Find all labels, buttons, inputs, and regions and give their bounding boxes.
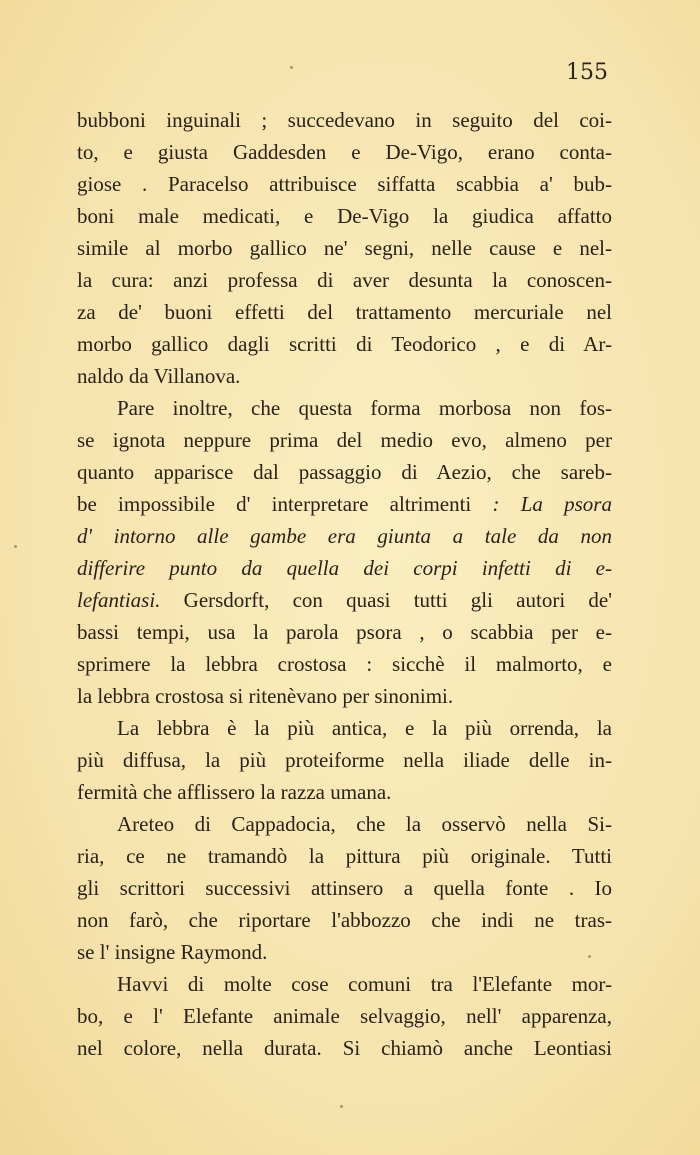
text-line: nel colore, nella durata. Si chiamò anche Leontiasi (77, 1036, 612, 1060)
page-number: 155 (566, 60, 608, 85)
text-line: Havvi di molte cose comuni tra l'Elefante mor- (117, 972, 612, 996)
text-segment: Gersdorft, con quasi tutti gli autori de' (160, 588, 612, 612)
italic-quote: : La psora (492, 492, 612, 516)
text-line: bo, e l' Elefante animale selvaggio, nell' apparenza, (77, 1004, 612, 1028)
body-text (77, 104, 612, 1064)
paper-speck (340, 1105, 343, 1108)
text-line: più diffusa, la più proteiforme nella iliade delle in- (77, 748, 612, 772)
text-line (77, 584, 612, 616)
italic-quote-line: d' intorno alle gambe era giunta a tale da non (77, 524, 612, 548)
italic-quote-line: differire punto da quella dei corpi infetti di e- (77, 556, 612, 580)
text-segment: be impossibile d' interpretare altrimenti (77, 492, 493, 516)
text-line: fermità che afflissero la razza umana. (77, 780, 392, 804)
text-line: gli scrittori successivi attinsero a quella fonte . Io (77, 876, 612, 900)
paper-speck (290, 66, 293, 69)
text-line: bassi tempi, usa la parola psora , o scabbia per e- (77, 620, 612, 644)
text-line: la cura: anzi professa di aver desunta la conoscen- (77, 268, 612, 292)
text-line: non farò, che riportare l'abbozzo che indi ne tras- (77, 908, 612, 932)
text-line: Pare inoltre, che questa forma morbosa non fos- (117, 396, 612, 420)
text-line (77, 488, 612, 520)
text-line: za de' buoni effetti del trattamento mercuriale nel (77, 300, 612, 324)
text-line: se ignota neppure prima del medio evo, almeno per (77, 428, 612, 452)
text-line: ria, ce ne tramandò la pittura più originale. Tutti (77, 844, 612, 868)
text-line: morbo gallico dagli scritti di Teodorico , e di Ar- (77, 332, 612, 356)
text-line: quanto apparisce dal passaggio di Aezio, che sareb- (77, 460, 612, 484)
text-line: to, e giusta Gaddesden e De-Vigo, erano conta- (77, 140, 612, 164)
text-line: la lebbra crostosa si ritenèvano per sinonimi. (77, 684, 454, 708)
italic-quote: lefantiasi. (77, 588, 161, 612)
text-line: La lebbra è la più antica, e la più orrenda, la (117, 716, 612, 740)
text-line: naldo da Villanova. (77, 364, 241, 388)
text-line: Areteo di Cappadocia, che la osservò nella Si- (117, 812, 612, 836)
text-line: sprimere la lebbra crostosa : sicchè il malmorto, e (77, 652, 612, 676)
paper-speck (14, 545, 17, 548)
text-line: simile al morbo gallico ne' segni, nelle cause e nel- (77, 236, 612, 260)
text-line: se l' insigne Raymond. (77, 940, 268, 964)
text-line: giose . Paracelso attribuisce siffatta scabbia a' bub- (77, 172, 612, 196)
text-line: bubboni inguinali ; succedevano in seguito del coi- (77, 108, 612, 132)
paper-speck (588, 955, 591, 958)
text-line: boni male medicati, e De-Vigo la giudica affatto (77, 204, 612, 228)
